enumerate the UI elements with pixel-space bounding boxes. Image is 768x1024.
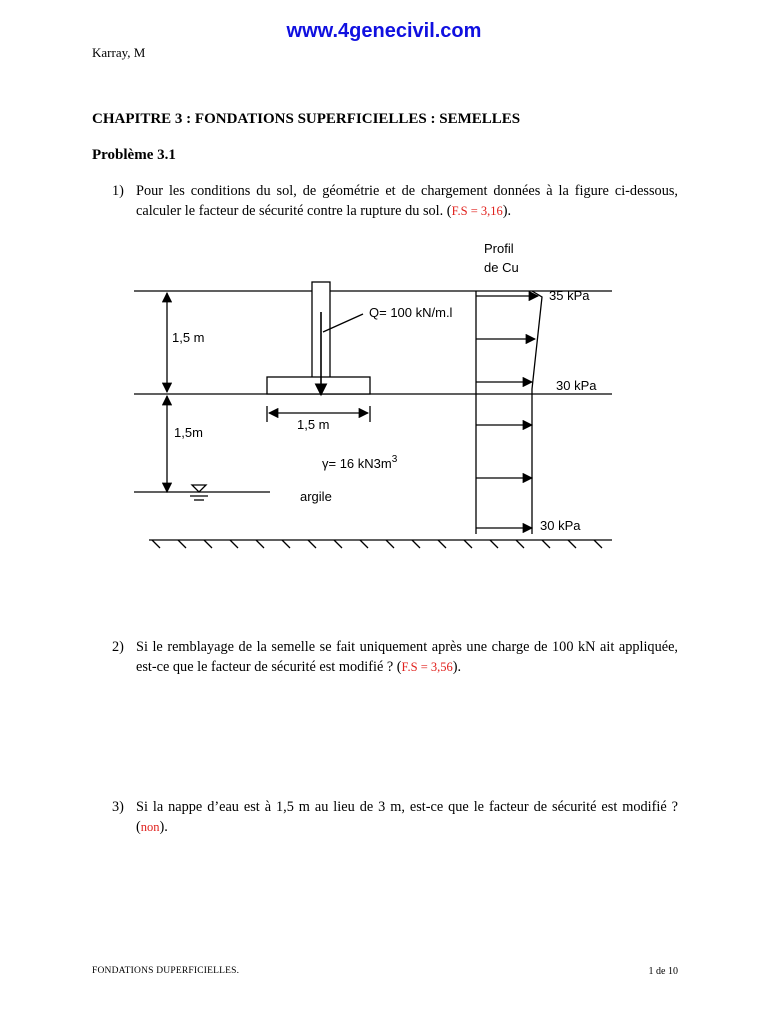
question-body: Si la nappe d’eau est à 1,5 m au lieu de 3 m, est-ce que le facteur de sécurité est modifié ? ( bbox=[136, 799, 678, 835]
footing-width-label: 1,5 m bbox=[297, 417, 330, 432]
question-number: 2) bbox=[112, 639, 124, 655]
depth-label-lower: 1,5m bbox=[174, 425, 203, 440]
answer-value: non bbox=[140, 820, 160, 834]
foundation-figure bbox=[134, 232, 624, 562]
site-url[interactable]: www.4genecivil.com bbox=[286, 20, 482, 42]
problem-title: Problème 3.1 bbox=[92, 147, 176, 163]
question-text bbox=[136, 181, 678, 221]
cu-bottom-label: 30 kPa bbox=[540, 518, 581, 533]
answer-value: F.S = 3,56 bbox=[401, 660, 453, 674]
foundation-diagram bbox=[134, 232, 624, 562]
unit-weight-label bbox=[322, 454, 398, 471]
profile-label-1: Profil bbox=[484, 241, 514, 256]
profile-label-2: de Cu bbox=[484, 260, 519, 275]
cu-top-label: 35 kPa bbox=[549, 288, 590, 303]
cu-mid-label: 30 kPa bbox=[556, 378, 597, 393]
question-3 bbox=[112, 797, 678, 837]
answer-value: F.S = 3,16 bbox=[451, 204, 503, 218]
question-body: Si le remblayage de la semelle se fait uniquement après une charge de 100 kN ait appliquée, est-ce que le facteur de sécurité est modifié ? ( bbox=[136, 639, 678, 675]
question-body: Pour les conditions du sol, de géométrie et de chargement données à la figure ci-dessous, calculer le facteur de sécurité contre la rupture du sol. ( bbox=[136, 183, 678, 219]
question-text bbox=[136, 797, 678, 837]
bedrock-hatching bbox=[152, 540, 602, 548]
depth-label-upper: 1,5 m bbox=[172, 330, 205, 345]
question-suffix: ). bbox=[452, 659, 462, 675]
question-suffix: ). bbox=[502, 203, 512, 219]
question-suffix: ). bbox=[159, 819, 168, 835]
footer-title: FONDATIONS DUPERFICIELLES. bbox=[92, 966, 240, 976]
author-name: Karray, M bbox=[92, 45, 146, 60]
footing-slab bbox=[267, 377, 370, 394]
water-table-icon bbox=[192, 485, 206, 492]
unit-weight-exponent: 3 bbox=[391, 454, 398, 465]
question-text bbox=[136, 637, 678, 677]
page-number: 1 de 10 bbox=[648, 966, 678, 977]
question-2 bbox=[112, 637, 678, 677]
question-number: 1) bbox=[112, 183, 124, 199]
question-1 bbox=[112, 181, 678, 221]
question-number: 3) bbox=[112, 799, 124, 815]
soil-label: argile bbox=[300, 489, 332, 504]
load-label: Q= 100 kN/m.l bbox=[369, 305, 453, 320]
cu-profile-curve bbox=[532, 291, 542, 534]
chapter-title: CHAPITRE 3 : FONDATIONS SUPERFICIELLES : SEMELLES bbox=[92, 111, 521, 127]
unit-weight-text: γ= 16 kN3m bbox=[322, 456, 392, 471]
